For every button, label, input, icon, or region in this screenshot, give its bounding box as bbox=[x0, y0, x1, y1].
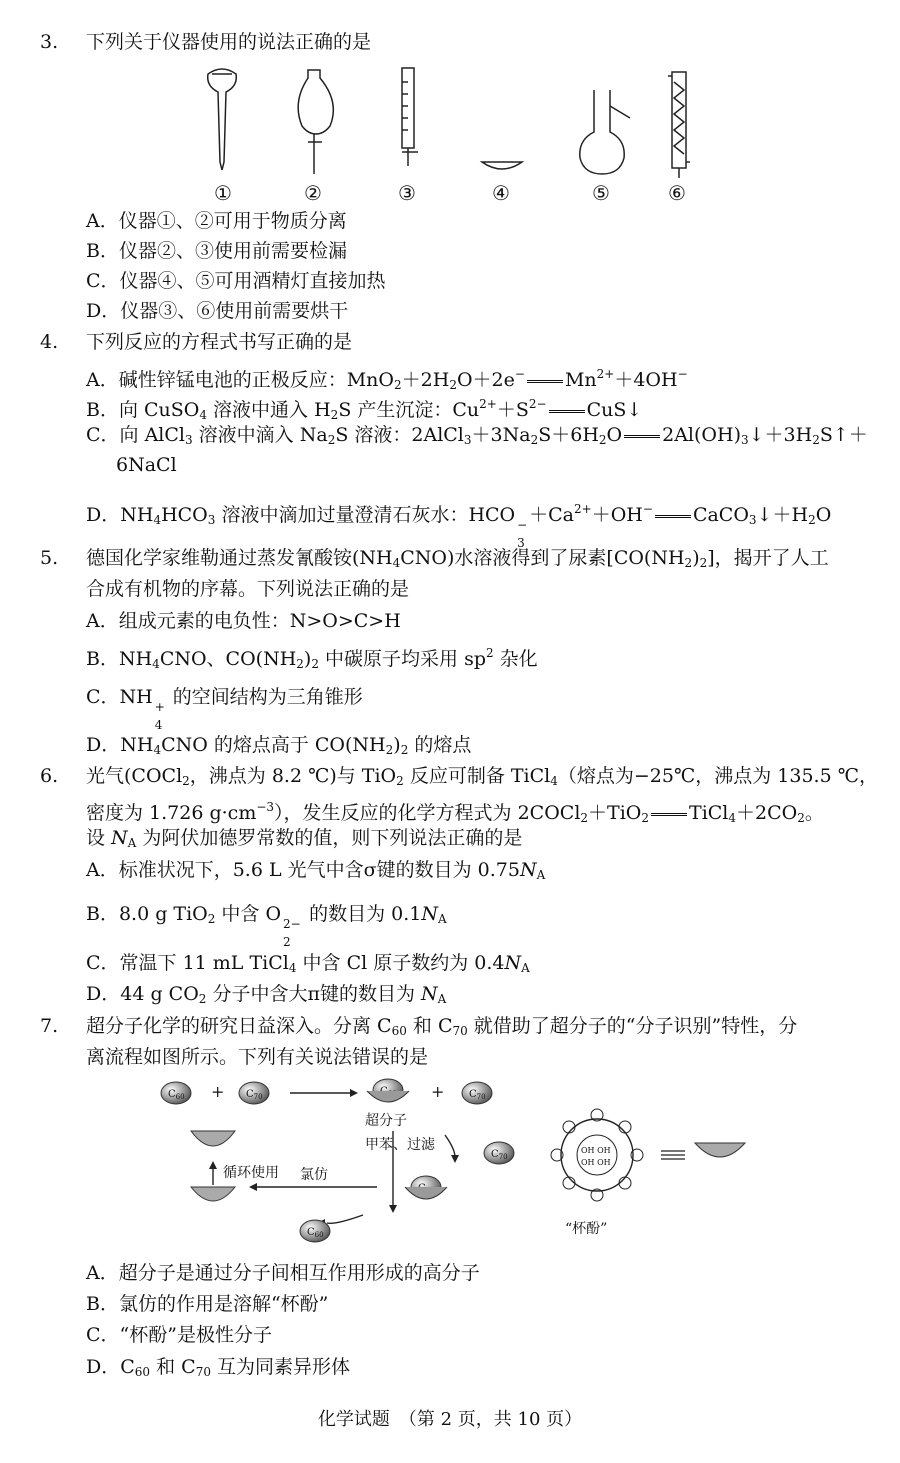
q3-number: 3. bbox=[40, 31, 59, 53]
q6-option-d: D．44 g $CO_2$ 分子中含大π键的数目为 $N_A$ bbox=[86, 983, 447, 1006]
instrument-label-4: ④ bbox=[492, 181, 510, 205]
svg-text:OH OH: OH OH bbox=[581, 1146, 611, 1155]
q5-stem-text: 德国化学家维勒通过蒸发氰酸铵(NH bbox=[86, 547, 393, 569]
label-chloroform: 氯仿 bbox=[300, 1167, 328, 1183]
q5-number: 5. bbox=[40, 547, 59, 569]
q6-number: 6. bbox=[40, 765, 59, 787]
q6-option-a: A．标准状况下，5.6 L 光气中含σ键的数目为 $0.75N_A$ bbox=[86, 859, 546, 882]
svg-text:C70: $C_{70}$ bbox=[469, 1089, 486, 1101]
q3-option-c: C．仪器④、⑤可用酒精灯直接加热 bbox=[86, 270, 386, 292]
instrument-label-2: ② bbox=[304, 181, 322, 205]
q6-option-b: B．8.0 g TiO$_2$ 中含 O 2− 2 的数目为 $0.1N_A$ bbox=[86, 903, 447, 949]
instruments-figure bbox=[190, 62, 710, 212]
q5-option-b: B．$NH_4CNO$、$CO(NH_2)_2$ 中碳原子均采用 $sp^2$ 杂化 bbox=[86, 646, 538, 671]
q5-option-c: C．NH + 4 的空间结构为三角锥形 bbox=[86, 686, 363, 732]
q4-number: 4. bbox=[40, 331, 59, 353]
q6-stem-line1: 光气(COCl$_2$，沸点为 8.2 ℃)与 TiO$_2$ 反应可制备 TiCl$_4$（熔点为−25℃，沸点为 135.5 ℃， bbox=[86, 765, 878, 788]
q7-stem-text: 超分子化学的研究日益深入。分离 C bbox=[86, 1015, 392, 1037]
svg-text:C70: $C_{70}$ bbox=[246, 1089, 263, 1101]
q7-option-d: D．$C_{60}$ 和 $C_{70}$ 互为同素异形体 bbox=[86, 1356, 351, 1379]
q4-option-d: D．$NH_4HCO_3$ 溶液中滴加过量澄清石灰水：HCO − 3 $+Ca^{2+}+OH^-$ $CaCO_3↓+H_2O$ bbox=[86, 502, 832, 550]
instrument-label-1: ① bbox=[214, 181, 232, 205]
svg-text:+: + bbox=[431, 1082, 445, 1101]
q4-option-b-text: B．向 CuSO bbox=[86, 399, 200, 421]
separation-flow-figure bbox=[155, 1075, 755, 1255]
q5-stem-line2: 合成有机物的序幕。下列说法正确的是 bbox=[86, 578, 410, 600]
label-calixarene: “杯酚” bbox=[565, 1221, 608, 1237]
q6-option-d-text: D．44 g CO bbox=[86, 983, 199, 1005]
q3-option-a: A．仪器①、②可用于物质分离 bbox=[86, 210, 347, 232]
q3-option-b: B．仪器②、③使用前需要检漏 bbox=[86, 240, 347, 262]
q6-option-c: C．常温下 11 mL TiCl$_4$ 中含 Cl 原子数约为 $0.4N_A$ bbox=[86, 952, 530, 975]
q4-option-c: C．向 AlCl$_3$ 溶液中滴入 $Na_2S$ 溶液：$2AlCl_3+3Na_2S+6H_2O$ $2Al(OH)_3↓+3H_2S↑+$ bbox=[86, 424, 868, 447]
svg-text:OH OH: OH OH bbox=[581, 1158, 611, 1167]
svg-text:C60: $C_{60}$ bbox=[307, 1227, 324, 1239]
q4-stem: 下列反应的方程式书写正确的是 bbox=[86, 331, 353, 353]
q7-stem-line2: 离流程如图所示。下列有关说法错误的是 bbox=[86, 1046, 429, 1068]
q7-number: 7. bbox=[40, 1015, 59, 1037]
svg-text:C60: $C_{60}$ bbox=[168, 1089, 185, 1101]
q7-stem-line1: 超分子化学的研究日益深入。分离 $C_{60}$ 和 $C_{70}$ 就借助了超分子的“分子识别”特性，分 bbox=[86, 1015, 798, 1038]
q4-option-a-text: A．碱性锌锰电池的正极反应：MnO bbox=[86, 369, 394, 391]
instrument-label-6: ⑥ bbox=[668, 181, 686, 205]
svg-text:+: + bbox=[211, 1082, 225, 1101]
instrument-label-3: ③ bbox=[398, 181, 416, 205]
q4-option-d-text: D．NH bbox=[86, 504, 154, 526]
q7-option-c: C．“杯酚”是极性分子 bbox=[86, 1324, 272, 1346]
q5-option-a: A．组成元素的电负性：N>O>C>H bbox=[86, 610, 401, 632]
q4-option-b: B．向 CuSO$_4$ 溶液中通入 $H_2S$ 产生沉淀：$Cu^{2+}+S^{2-}$ CuS↓ bbox=[86, 397, 643, 422]
label-recycle: 循环使用 bbox=[223, 1165, 279, 1181]
q6-stem-line3: 设 $N_A$ 为阿伏加德罗常数的值，则下列说法正确的是 bbox=[86, 827, 523, 850]
q4-option-a: A．碱性锌锰电池的正极反应：$MnO_2+2H_2O+2e^-$ $Mn^{2+}+4OH^-$ bbox=[86, 367, 688, 392]
q4-option-c-cont: 6NaCl bbox=[116, 454, 177, 476]
label-supramolecule: 超分子 bbox=[365, 1113, 407, 1129]
instrument-label-5: ⑤ bbox=[592, 181, 610, 205]
q6-stem-line2: 密度为 1.726 $g\cdot cm^{-3}$），发生反应的化学方程式为 2COCl$_2$＋TiO$_2$ $TiCl_4+2CO_2$。 bbox=[86, 800, 824, 825]
q5-option-d-text: D．NH bbox=[86, 734, 154, 756]
q7-option-b: B．氯仿的作用是溶解“杯酚” bbox=[86, 1293, 329, 1315]
svg-text:C70: $C_{70}$ bbox=[491, 1149, 508, 1161]
q3-option-d: D．仪器③、⑥使用前需要烘干 bbox=[86, 300, 349, 322]
q6-option-c-text: C．常温下 11 mL TiCl bbox=[86, 952, 289, 974]
q3-stem: 下列关于仪器使用的说法正确的是 bbox=[86, 31, 372, 53]
q5-stem-line1: 德国化学家维勒通过蒸发氰酸铵$(NH_4CNO)$水溶液得到了尿素$[CO(NH_2)_2]$，揭开了人工 bbox=[86, 547, 829, 570]
page-footer: 化学试题 （第 2 页，共 10 页） bbox=[317, 1409, 583, 1430]
q7-option-a: A．超分子是通过分子间相互作用形成的高分子 bbox=[86, 1262, 480, 1284]
label-solvent-filter: 甲苯、过滤 bbox=[365, 1137, 435, 1153]
q5-option-d: D．$NH_4CNO$ 的熔点高于 $CO(NH_2)_2$ 的熔点 bbox=[86, 734, 472, 757]
q4-option-c-text: C．向 AlCl bbox=[86, 424, 185, 446]
